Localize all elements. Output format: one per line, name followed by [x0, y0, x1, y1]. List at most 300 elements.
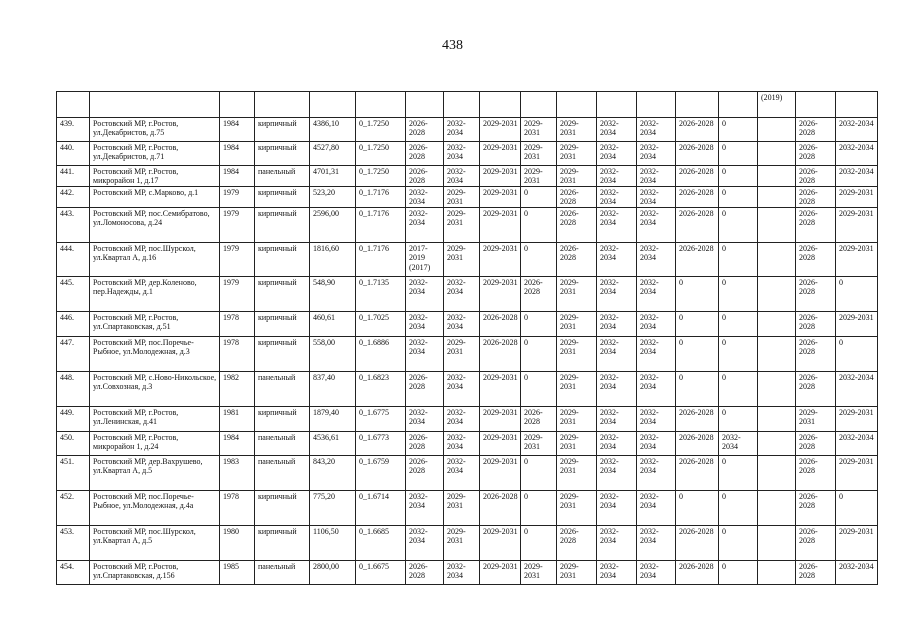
cell-period-11: 2026-2028 [796, 526, 836, 561]
cell-period-7: 2032-2034 [637, 561, 676, 585]
cell-period-11: 2026-2028 [796, 277, 836, 312]
cell-period-7: 2032-2034 [637, 491, 676, 526]
cell-period-10 [758, 432, 796, 456]
cell-row-number: 448. [57, 372, 90, 407]
cell-address: Ростовский МР, с.Марково, д.1 [90, 187, 220, 208]
cell-period-9: 0 [719, 208, 758, 243]
header-cell [444, 92, 480, 118]
cell-address: Ростовский МР, г.Ростов, микрорайон 1, д.24 [90, 432, 220, 456]
header-cell [719, 92, 758, 118]
cell-wall-material: панельный [255, 561, 310, 585]
cell-year-built: 1979 [220, 187, 255, 208]
cell-period-6: 2032-2034 [597, 491, 637, 526]
cell-year-built: 1978 [220, 337, 255, 372]
cell-period-5: 2029-2031 [557, 312, 597, 337]
cell-address: Ростовский МР, г.Ростов, ул.Декабристов, д.71 [90, 142, 220, 166]
cell-period-1: 2026-2028 [406, 142, 444, 166]
cell-period-6: 2032-2034 [597, 208, 637, 243]
cell-row-number: 454. [57, 561, 90, 585]
cell-address: Ростовский МР, пос.Поречье-Рыбное, ул.Молодежная, д.3 [90, 337, 220, 372]
cell-area: 1879,40 [310, 407, 356, 432]
cell-index: 0_1.6685 [356, 526, 406, 561]
header-cell [521, 92, 557, 118]
cell-period-10 [758, 118, 796, 142]
cell-period-12: 2032-2034 [836, 142, 878, 166]
cell-area: 1816,60 [310, 243, 356, 277]
cell-period-3: 2029-2031 [480, 118, 521, 142]
cell-period-12: 2029-2031 [836, 208, 878, 243]
cell-period-4: 0 [521, 243, 557, 277]
cell-row-number: 441. [57, 166, 90, 187]
cell-wall-material: панельный [255, 166, 310, 187]
header-cell [836, 92, 878, 118]
cell-period-1: 2026-2028 [406, 456, 444, 491]
cell-area: 523,20 [310, 187, 356, 208]
cell-period-6: 2032-2034 [597, 407, 637, 432]
cell-period-12: 2032-2034 [836, 561, 878, 585]
table-row [57, 432, 878, 456]
cell-period-5: 2029-2031 [557, 118, 597, 142]
cell-period-9: 0 [719, 312, 758, 337]
table-row [57, 187, 878, 208]
cell-address: Ростовский МР, г.Ростов, ул.Спартаковская, д.51 [90, 312, 220, 337]
cell-address: Ростовский МР, пос.Семибратово, ул.Ломоносова, д.24 [90, 208, 220, 243]
cell-period-1: 2026-2028 [406, 561, 444, 585]
cell-row-number: 440. [57, 142, 90, 166]
cell-period-2: 2032-2034 [444, 118, 480, 142]
cell-period-5: 2029-2031 [557, 166, 597, 187]
cell-period-10 [758, 407, 796, 432]
cell-address: Ростовский МР, пос.Шурскол, ул.Квартал А, д.16 [90, 243, 220, 277]
cell-area: 2800,00 [310, 561, 356, 585]
cell-period-2: 2032-2034 [444, 432, 480, 456]
cell-period-12: 0 [836, 337, 878, 372]
cell-period-11: 2026-2028 [796, 432, 836, 456]
cell-period-4: 2029-2031 [521, 432, 557, 456]
cell-period-10 [758, 491, 796, 526]
cell-period-8: 2026-2028 [676, 166, 719, 187]
cell-period-2: 2029-2031 [444, 243, 480, 277]
cell-period-2: 2029-2031 [444, 337, 480, 372]
table-row [57, 118, 878, 142]
cell-period-8: 2026-2028 [676, 432, 719, 456]
cell-period-3: 2029-2031 [480, 456, 521, 491]
cell-period-5: 2026-2028 [557, 243, 597, 277]
cell-row-number: 450. [57, 432, 90, 456]
table-row [57, 312, 878, 337]
cell-index: 0_1.6775 [356, 407, 406, 432]
cell-period-11: 2026-2028 [796, 561, 836, 585]
cell-wall-material: кирпичный [255, 208, 310, 243]
header-cell: (2019) [758, 92, 796, 118]
cell-period-2: 2029-2031 [444, 187, 480, 208]
cell-period-1: 2032-2034 [406, 407, 444, 432]
cell-period-7: 2032-2034 [637, 142, 676, 166]
table-row [57, 491, 878, 526]
cell-period-2: 2032-2034 [444, 372, 480, 407]
cell-period-7: 2032-2034 [637, 166, 676, 187]
cell-wall-material: кирпичный [255, 526, 310, 561]
cell-period-12: 2029-2031 [836, 312, 878, 337]
cell-address: Ростовский МР, с.Ново-Никольское, ул.Совхозная, д.3 [90, 372, 220, 407]
cell-period-1: 2032-2034 [406, 312, 444, 337]
cell-period-2: 2032-2034 [444, 561, 480, 585]
header-cell [57, 92, 90, 118]
cell-period-5: 2026-2028 [557, 208, 597, 243]
header-cell [356, 92, 406, 118]
cell-period-9: 0 [719, 243, 758, 277]
cell-period-1: 2032-2034 [406, 526, 444, 561]
cell-period-2: 2032-2034 [444, 312, 480, 337]
cell-period-11: 2026-2028 [796, 456, 836, 491]
cell-period-10 [758, 372, 796, 407]
cell-period-7: 2032-2034 [637, 372, 676, 407]
cell-index: 0_1.7135 [356, 277, 406, 312]
cell-period-11: 2026-2028 [796, 208, 836, 243]
cell-period-2: 2032-2034 [444, 277, 480, 312]
header-cell [676, 92, 719, 118]
cell-period-12: 2029-2031 [836, 243, 878, 277]
cell-index: 0_1.6759 [356, 456, 406, 491]
cell-area: 4701,31 [310, 166, 356, 187]
cell-wall-material: кирпичный [255, 118, 310, 142]
cell-wall-material: панельный [255, 372, 310, 407]
cell-period-6: 2032-2034 [597, 166, 637, 187]
cell-index: 0_1.6714 [356, 491, 406, 526]
cell-period-2: 2032-2034 [444, 166, 480, 187]
cell-area: 1106,50 [310, 526, 356, 561]
cell-period-4: 0 [521, 526, 557, 561]
header-cell [637, 92, 676, 118]
cell-period-7: 2032-2034 [637, 243, 676, 277]
cell-period-5: 2029-2031 [557, 277, 597, 312]
cell-period-5: 2029-2031 [557, 142, 597, 166]
cell-period-1: 2026-2028 [406, 118, 444, 142]
cell-address: Ростовский МР, г.Ростов, микрорайон 1, д.17 [90, 166, 220, 187]
table-row [57, 166, 878, 187]
cell-row-number: 447. [57, 337, 90, 372]
cell-period-8: 2026-2028 [676, 526, 719, 561]
cell-wall-material: кирпичный [255, 277, 310, 312]
cell-address: Ростовский МР, пос.Шурскол, ул.Квартал А, д.5 [90, 526, 220, 561]
cell-period-11: 2026-2028 [796, 491, 836, 526]
cell-period-4: 0 [521, 372, 557, 407]
cell-period-7: 2032-2034 [637, 456, 676, 491]
cell-period-10 [758, 337, 796, 372]
cell-address: Ростовский МР, дер.Коленово, пер.Надежды, д.1 [90, 277, 220, 312]
cell-period-5: 2029-2031 [557, 372, 597, 407]
cell-wall-material: кирпичный [255, 243, 310, 277]
cell-address: Ростовский МР, г.Ростов, ул.Ленинская, д.41 [90, 407, 220, 432]
cell-period-3: 2029-2031 [480, 277, 521, 312]
cell-index: 0_1.7025 [356, 312, 406, 337]
cell-period-4: 2029-2031 [521, 118, 557, 142]
cell-period-9: 0 [719, 526, 758, 561]
cell-period-7: 2032-2034 [637, 208, 676, 243]
cell-period-5: 2026-2028 [557, 187, 597, 208]
cell-wall-material: кирпичный [255, 187, 310, 208]
header-cell [406, 92, 444, 118]
cell-period-10 [758, 142, 796, 166]
cell-period-7: 2032-2034 [637, 337, 676, 372]
cell-period-8: 2026-2028 [676, 142, 719, 166]
cell-period-4: 2026-2028 [521, 407, 557, 432]
cell-period-3: 2026-2028 [480, 312, 521, 337]
cell-period-10 [758, 456, 796, 491]
cell-period-11: 2029-2031 [796, 407, 836, 432]
table-row [57, 526, 878, 561]
cell-year-built: 1980 [220, 526, 255, 561]
cell-row-number: 452. [57, 491, 90, 526]
cell-period-12: 2032-2034 [836, 166, 878, 187]
cell-period-6: 2032-2034 [597, 312, 637, 337]
cell-period-9: 0 [719, 142, 758, 166]
cell-period-9: 0 [719, 337, 758, 372]
cell-row-number: 444. [57, 243, 90, 277]
cell-period-12: 2029-2031 [836, 526, 878, 561]
cell-period-10 [758, 526, 796, 561]
header-cell [480, 92, 521, 118]
cell-index: 0_1.6773 [356, 432, 406, 456]
cell-year-built: 1984 [220, 118, 255, 142]
cell-wall-material: кирпичный [255, 337, 310, 372]
cell-period-3: 2029-2031 [480, 432, 521, 456]
cell-period-12: 0 [836, 277, 878, 312]
table-row [57, 456, 878, 491]
cell-period-10 [758, 243, 796, 277]
cell-period-1: 2032-2034 [406, 187, 444, 208]
cell-wall-material: кирпичный [255, 142, 310, 166]
cell-period-2: 2029-2031 [444, 208, 480, 243]
cell-area: 775,20 [310, 491, 356, 526]
cell-period-7: 2032-2034 [637, 187, 676, 208]
cell-period-8: 0 [676, 372, 719, 407]
cell-period-10 [758, 312, 796, 337]
cell-row-number: 443. [57, 208, 90, 243]
cell-period-11: 2026-2028 [796, 243, 836, 277]
cell-period-3: 2029-2031 [480, 372, 521, 407]
cell-row-number: 449. [57, 407, 90, 432]
header-cell [597, 92, 637, 118]
cell-period-12: 0 [836, 491, 878, 526]
cell-row-number: 442. [57, 187, 90, 208]
cell-year-built: 1984 [220, 142, 255, 166]
page-number: 438 [442, 38, 463, 53]
cell-area: 4386,10 [310, 118, 356, 142]
cell-index: 0_1.7176 [356, 243, 406, 277]
cell-period-5: 2029-2031 [557, 491, 597, 526]
table-row [57, 208, 878, 243]
cell-row-number: 446. [57, 312, 90, 337]
cell-period-12: 2032-2034 [836, 372, 878, 407]
cell-period-9: 0 [719, 561, 758, 585]
cell-period-4: 2029-2031 [521, 166, 557, 187]
cell-row-number: 453. [57, 526, 90, 561]
cell-index: 0_1.7250 [356, 142, 406, 166]
cell-period-8: 2026-2028 [676, 407, 719, 432]
cell-period-1: 2026-2028 [406, 166, 444, 187]
cell-period-8: 0 [676, 312, 719, 337]
table-row [57, 243, 878, 277]
cell-year-built: 1984 [220, 166, 255, 187]
table-row [57, 277, 878, 312]
cell-period-4: 2029-2031 [521, 142, 557, 166]
cell-period-7: 2032-2034 [637, 432, 676, 456]
cell-index: 0_1.7250 [356, 166, 406, 187]
cell-area: 837,40 [310, 372, 356, 407]
cell-period-4: 0 [521, 337, 557, 372]
cell-period-11: 2026-2028 [796, 372, 836, 407]
cell-wall-material: кирпичный [255, 407, 310, 432]
cell-period-4: 2029-2031 [521, 561, 557, 585]
cell-period-10 [758, 187, 796, 208]
cell-year-built: 1978 [220, 491, 255, 526]
cell-year-built: 1985 [220, 561, 255, 585]
cell-period-9: 0 [719, 372, 758, 407]
cell-period-9: 0 [719, 456, 758, 491]
cell-period-9: 0 [719, 166, 758, 187]
cell-index: 0_1.6823 [356, 372, 406, 407]
cell-period-2: 2029-2031 [444, 491, 480, 526]
cell-period-7: 2032-2034 [637, 526, 676, 561]
cell-year-built: 1979 [220, 243, 255, 277]
table-header-row [57, 92, 878, 118]
cell-year-built: 1984 [220, 432, 255, 456]
cell-period-6: 2032-2034 [597, 456, 637, 491]
cell-period-6: 2032-2034 [597, 432, 637, 456]
cell-period-8: 2026-2028 [676, 208, 719, 243]
cell-period-3: 2029-2031 [480, 243, 521, 277]
cell-period-12: 2029-2031 [836, 407, 878, 432]
header-cell [255, 92, 310, 118]
cell-period-11: 2026-2028 [796, 118, 836, 142]
cell-index: 0_1.7250 [356, 118, 406, 142]
cell-period-4: 0 [521, 312, 557, 337]
cell-period-11: 2026-2028 [796, 166, 836, 187]
cell-address: Ростовский МР, г.Ростов, ул.Спартаковская, д.156 [90, 561, 220, 585]
cell-period-8: 0 [676, 491, 719, 526]
cell-period-2: 2032-2034 [444, 142, 480, 166]
cell-period-10 [758, 277, 796, 312]
cell-period-6: 2032-2034 [597, 142, 637, 166]
cell-period-5: 2029-2031 [557, 561, 597, 585]
cell-wall-material: кирпичный [255, 312, 310, 337]
table-row [57, 372, 878, 407]
cell-period-9: 0 [719, 277, 758, 312]
cell-year-built: 1983 [220, 456, 255, 491]
cell-year-built: 1982 [220, 372, 255, 407]
header-cell [90, 92, 220, 118]
cell-period-12: 2032-2034 [836, 118, 878, 142]
cell-period-12: 2029-2031 [836, 187, 878, 208]
cell-year-built: 1979 [220, 208, 255, 243]
cell-wall-material: панельный [255, 456, 310, 491]
cell-period-12: 2032-2034 [836, 432, 878, 456]
header-cell [557, 92, 597, 118]
cell-period-12: 2029-2031 [836, 456, 878, 491]
cell-period-11: 2026-2028 [796, 312, 836, 337]
cell-index: 0_1.7176 [356, 208, 406, 243]
cell-area: 4536,61 [310, 432, 356, 456]
cell-period-11: 2026-2028 [796, 187, 836, 208]
cell-year-built: 1978 [220, 312, 255, 337]
cell-period-6: 2032-2034 [597, 118, 637, 142]
cell-period-6: 2032-2034 [597, 277, 637, 312]
cell-area: 2596,00 [310, 208, 356, 243]
table-row [57, 407, 878, 432]
cell-period-1: 2032-2034 [406, 277, 444, 312]
cell-period-9: 0 [719, 118, 758, 142]
table-row [57, 561, 878, 585]
cell-period-8: 2026-2028 [676, 456, 719, 491]
cell-period-2: 2032-2034 [444, 407, 480, 432]
cell-period-8: 0 [676, 277, 719, 312]
cell-period-1: 2026-2028 [406, 372, 444, 407]
cell-period-8: 2026-2028 [676, 118, 719, 142]
cell-period-4: 0 [521, 456, 557, 491]
cell-period-8: 0 [676, 337, 719, 372]
cell-period-3: 2029-2031 [480, 166, 521, 187]
cell-wall-material: кирпичный [255, 491, 310, 526]
cell-period-6: 2032-2034 [597, 561, 637, 585]
cell-period-1: 2032-2034 [406, 208, 444, 243]
cell-period-10 [758, 561, 796, 585]
cell-period-3: 2026-2028 [480, 337, 521, 372]
cell-area: 558,00 [310, 337, 356, 372]
cell-area: 4527,80 [310, 142, 356, 166]
cell-index: 0_1.7176 [356, 187, 406, 208]
cell-period-8: 2026-2028 [676, 243, 719, 277]
table-row [57, 337, 878, 372]
cell-period-5: 2029-2031 [557, 337, 597, 372]
cell-period-7: 2032-2034 [637, 407, 676, 432]
cell-period-10 [758, 166, 796, 187]
cell-wall-material: панельный [255, 432, 310, 456]
cell-period-5: 2029-2031 [557, 407, 597, 432]
cell-index: 0_1.6675 [356, 561, 406, 585]
cell-period-9: 0 [719, 187, 758, 208]
cell-period-1: 2026-2028 [406, 432, 444, 456]
cell-year-built: 1981 [220, 407, 255, 432]
cell-period-8: 2026-2028 [676, 561, 719, 585]
cell-period-1: 2017-2019 (2017) [406, 243, 444, 277]
cell-period-8: 2026-2028 [676, 187, 719, 208]
cell-address: Ростовский МР, пос.Поречье-Рыбное, ул.Молодежная, д.4а [90, 491, 220, 526]
cell-period-9: 0 [719, 407, 758, 432]
cell-period-3: 2029-2031 [480, 526, 521, 561]
cell-index: 0_1.6886 [356, 337, 406, 372]
cell-period-11: 2026-2028 [796, 337, 836, 372]
table-row [57, 142, 878, 166]
cell-area: 548,90 [310, 277, 356, 312]
cell-period-9: 0 [719, 491, 758, 526]
cell-period-7: 2032-2034 [637, 312, 676, 337]
cell-period-1: 2032-2034 [406, 337, 444, 372]
cell-period-5: 2029-2031 [557, 456, 597, 491]
cell-period-9: 2032-2034 [719, 432, 758, 456]
cell-period-3: 2029-2031 [480, 142, 521, 166]
cell-period-6: 2032-2034 [597, 187, 637, 208]
cell-period-10 [758, 208, 796, 243]
header-cell [310, 92, 356, 118]
cell-period-6: 2032-2034 [597, 243, 637, 277]
cell-period-2: 2032-2034 [444, 456, 480, 491]
cell-period-6: 2032-2034 [597, 372, 637, 407]
cell-period-7: 2032-2034 [637, 118, 676, 142]
cell-period-5: 2029-2031 [557, 432, 597, 456]
cell-period-4: 0 [521, 491, 557, 526]
cell-address: Ростовский МР, г.Ростов, ул.Декабристов, д.75 [90, 118, 220, 142]
